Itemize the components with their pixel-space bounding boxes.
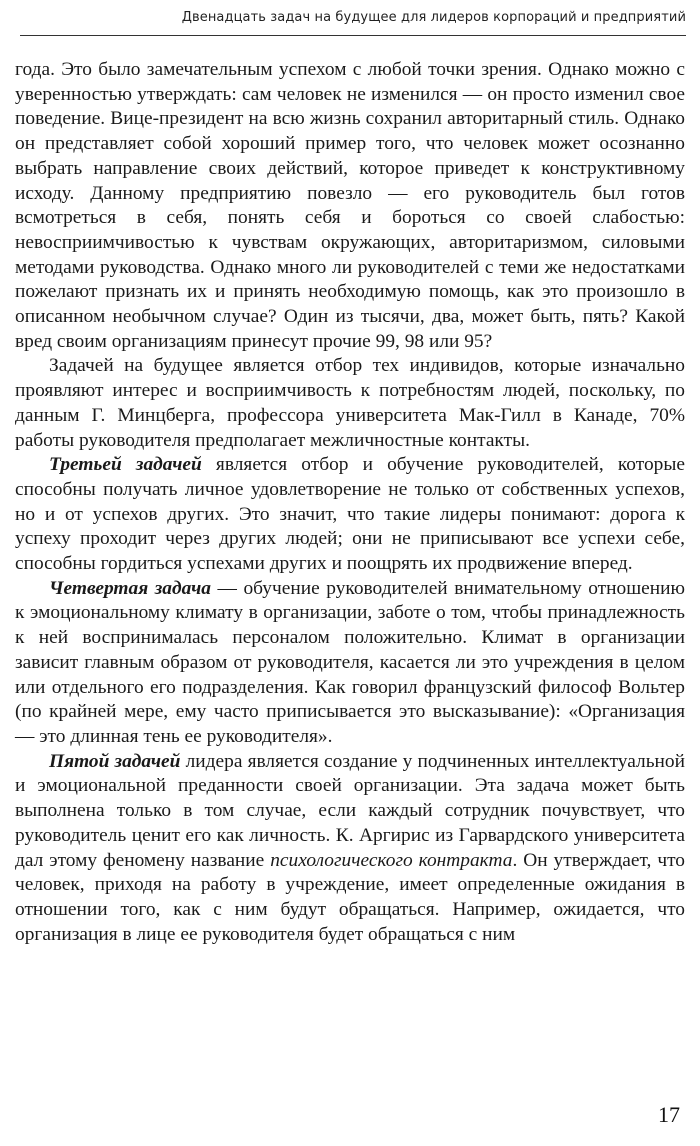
paragraph-future-task — [15, 354, 685, 453]
running-header: Двенадцать задач на будущее для лидеров корпораций и предприятий — [20, 10, 686, 36]
paragraph-text: лидера является создание у подчиненных интеллектуальной и эмоциональной преданности своей организации. Эта задача может быть выполнена только в том случае, если каждый сотрудник почувствует, что руководитель ценит его как личность. К. Аргирис из Гарвардского университета дал этому феномену название — [15, 750, 685, 871]
paragraph-text: — обучение руководителей внимательному отношению к эмоциональному климату в организации, заботе о том, чтобы принадлежность к ней воспринималась персоналом положительно. Климат в организации зависит главным образом от руководителя, касается ли это учреждения в целом или отдельного его подразделения. Как говорил французский философ Вольтер (по крайней мере, ему часто приписывается это высказывание): «Организация — это длинная тень ее руководителя». — [15, 577, 685, 747]
paragraph-text: является отбор и обучение руководителей, которые способны получать личное удовлетворение не только от собственных успехов, но и от успехов других. Это значит, что такие лидеры понимают: дорога к успеху проходит через других людей; они не приписывают все успехи себе, способны гордиться успехами других и поощрять их продвижение вперед. — [15, 454, 685, 575]
task-term: Пятой задачей — [49, 750, 181, 772]
paragraph-text: года. Это было замечательным успехом с любой точки зрения. Однако можно с уверенностью утверждать: сам человек не изменился — он просто изменил свое поведение. Вице-президент на всю жизнь сохранил авторитарный стиль. Однако он представляет собой хороший пример того, что человек может осознанно выбрать направление своих действий, которое приведет к конструктивному исходу. Данному предприятию повезло — его руководитель был готов всмотреться в себя, понять себя и бороться со своей слабостью: невосприимчивостью к чувствам окружающих, авторитаризмом, силовыми методами руководства. Однако много ли руководителей с теми же недостатками пожелают признать их и принять необходимую помощь, как это произошло в описанном необычном случае? Один из тысячи, два, может быть, пять? Какой вред своим организациям принесут прочие 99, 98 или 95? — [15, 59, 685, 352]
task-term: Третьей задачей — [49, 454, 202, 476]
task-term: Четвертая задача — [49, 577, 211, 599]
paragraph-third-task — [15, 453, 685, 577]
page-number: 17 — [658, 1102, 680, 1127]
paragraph-text: . Он утверждает, что человек, приходя на работу в учреждение, имеет определенные ожидания в отношении того, как с ним будут обращаться. Например, ожидается, что организация в лице ее руководителя будет обращаться с ним — [15, 849, 685, 945]
paragraph-continuation — [15, 58, 685, 354]
paragraph-fifth-task — [15, 750, 685, 948]
italic-phrase: психологического контракта — [270, 849, 513, 871]
paragraph-text: Задачей на будущее является отбор тех индивидов, которые изначально проявляют интерес и восприимчивость к потребностям людей, поскольку, по данным Г. Минцберга, профессора университета Мак-Гилл в Канаде, 70% работы руководителя предполагает межличностные контакты. — [15, 355, 685, 451]
body-text — [15, 58, 685, 947]
paragraph-fourth-task — [15, 577, 685, 750]
